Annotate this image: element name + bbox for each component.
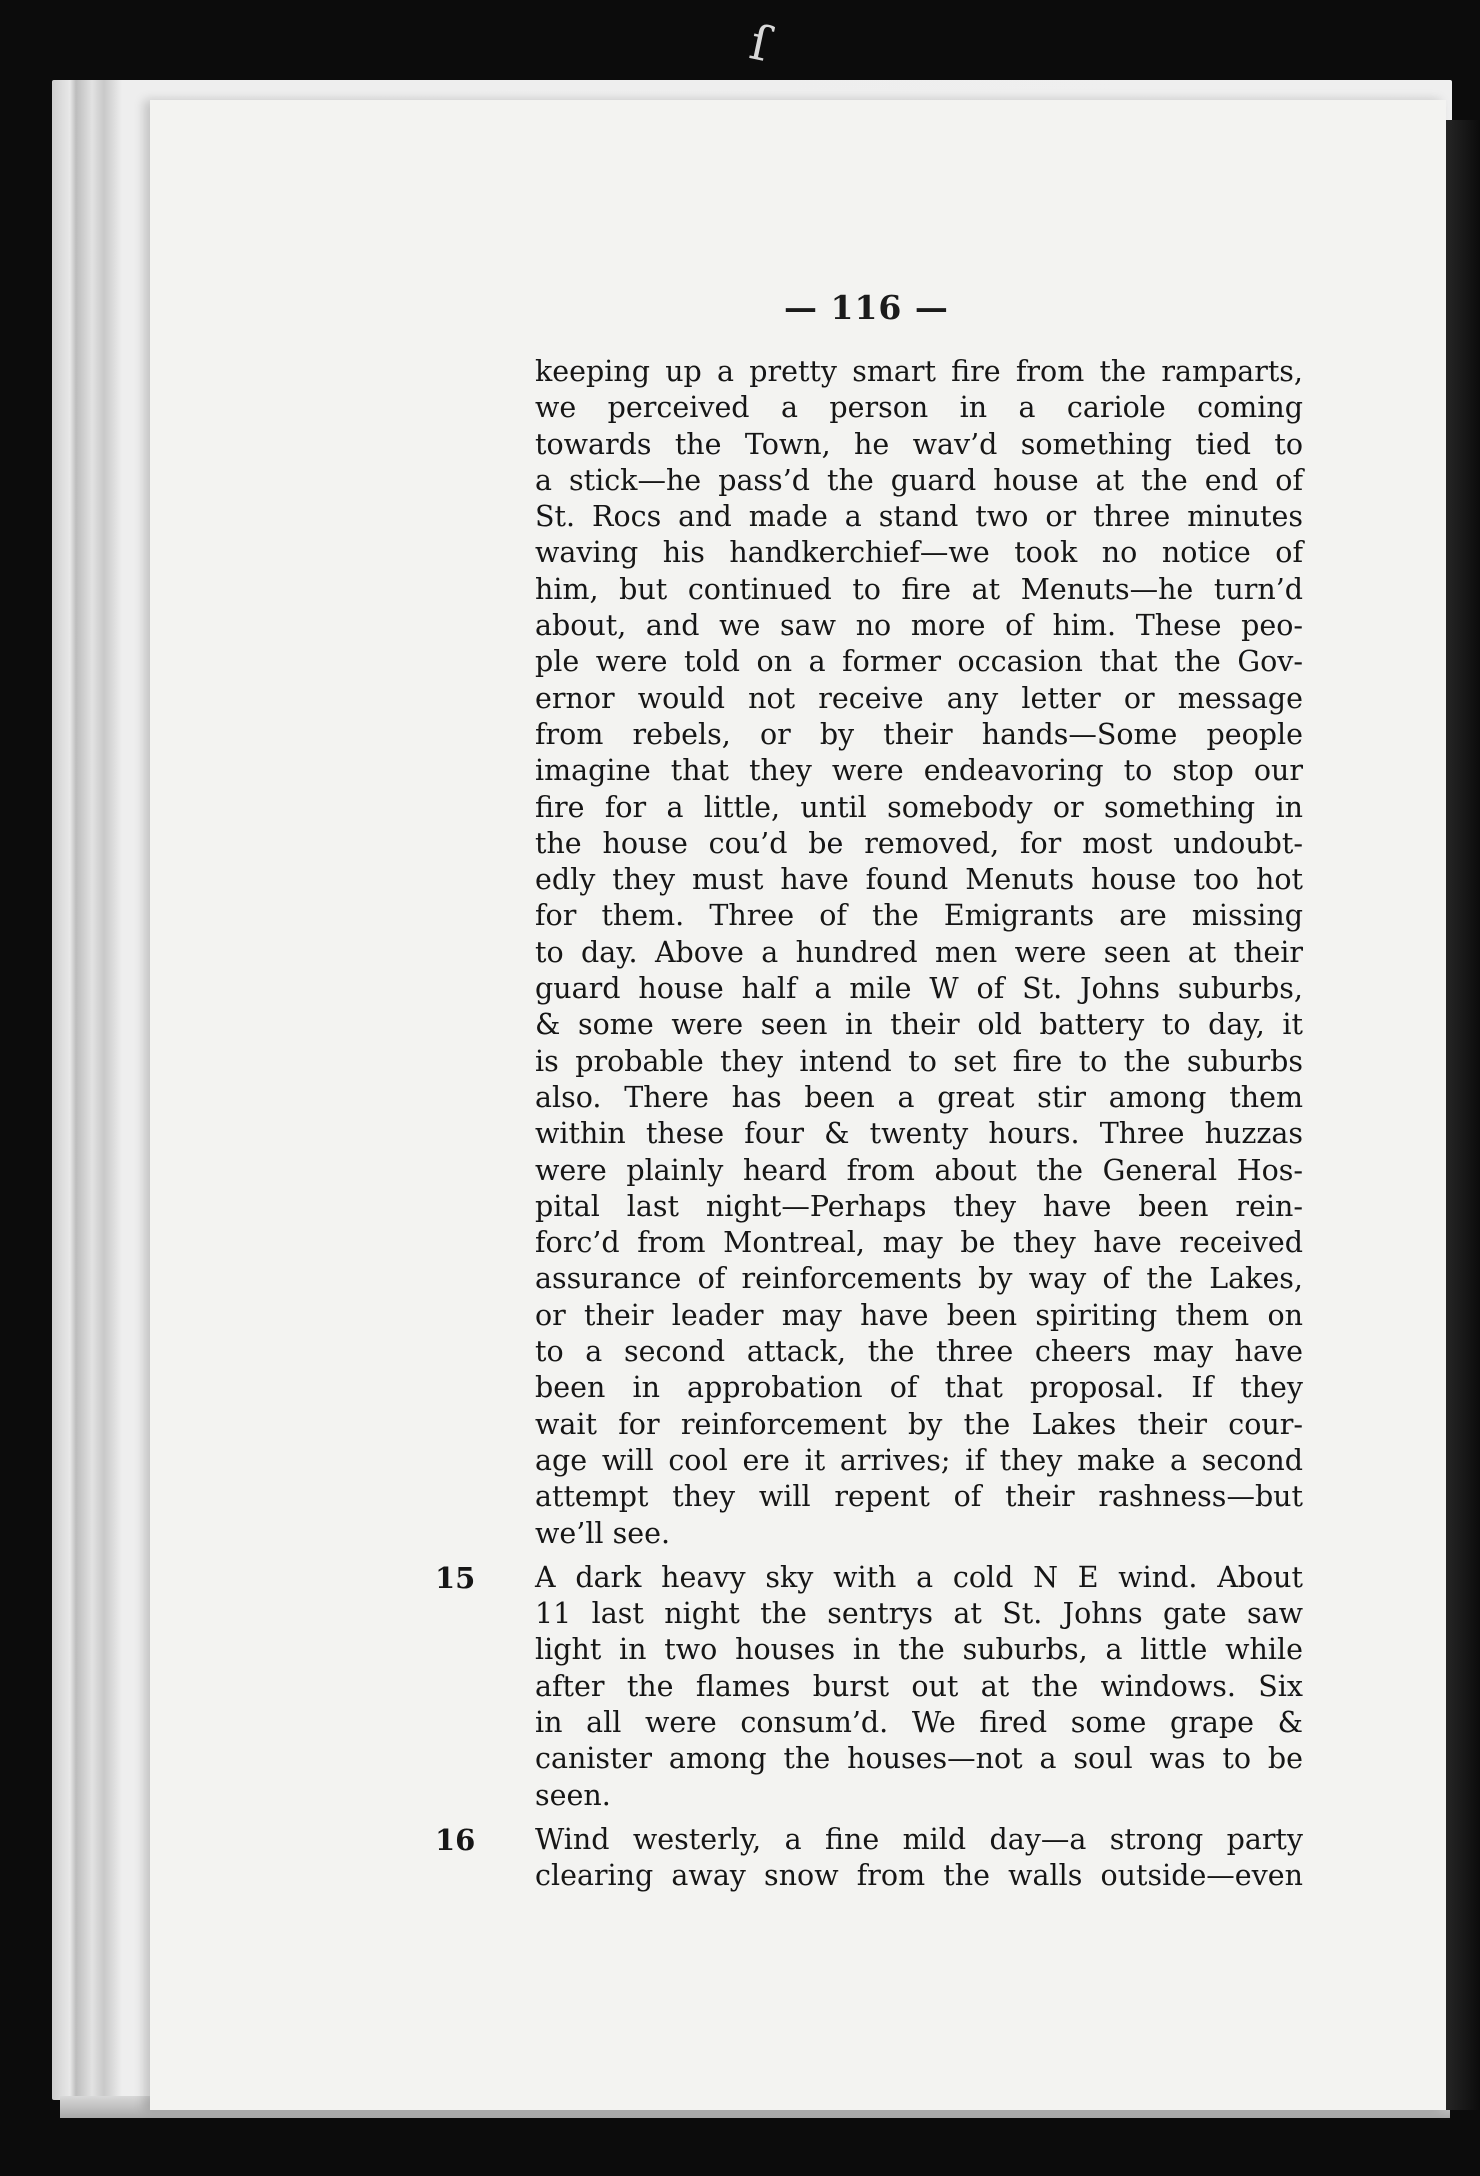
text-line: after the flames burst out at the windows. Six — [535, 1669, 1303, 1703]
text-line: were plainly heard from about the General Hos- — [535, 1153, 1303, 1187]
text-line: ple were told on a former occasion that the Gov- — [535, 645, 1303, 679]
text-line: clearing away snow from the walls outside—even — [535, 1859, 1303, 1893]
entry-date: 15 — [435, 1560, 476, 1595]
text-line: & some were seen in their old battery to day, it — [535, 1008, 1303, 1042]
text-line: or their leader may have been spiriting them on — [535, 1298, 1303, 1332]
text-line: age will cool ere it arrives; if they make a second — [535, 1443, 1303, 1477]
text-line: within these four & twenty hours. Three huzzas — [535, 1117, 1303, 1151]
text-line: forc’d from Montreal, may be they have received — [535, 1226, 1303, 1260]
entry-date: 16 — [435, 1822, 476, 1857]
text-line: Wind westerly, a fine mild day—a strong party — [535, 1822, 1303, 1856]
text-line: imagine that they were endeavoring to stop our — [535, 754, 1303, 788]
continued-paragraph — [535, 354, 1303, 1552]
text-line: fire for a little, until somebody or something in — [535, 790, 1303, 824]
text-line: him, but continued to fire at Menuts—he turn’d — [535, 572, 1303, 606]
scan-mark-icon: ſ — [745, 14, 775, 73]
page-number: — 116 — — [784, 288, 949, 327]
text-line: also. There has been a great stir among them — [535, 1080, 1303, 1114]
text-line: canister among the houses—not a soul was to be — [535, 1742, 1303, 1776]
text-line: to day. Above a hundred men were seen at their — [535, 935, 1303, 969]
text-line: ernor would not receive any letter or message — [535, 681, 1303, 715]
text-line: towards the Town, he wav’d something tied to — [535, 427, 1303, 461]
text-line: to a second attack, the three cheers may have — [535, 1335, 1303, 1369]
body-text — [435, 354, 1303, 1894]
text-line: St. Rocs and made a stand two or three minutes — [535, 500, 1303, 534]
text-line: seen. — [535, 1778, 611, 1812]
text-line: we perceived a person in a cariole coming — [535, 391, 1303, 425]
text-line: in all were consum’d. We fired some grape & — [535, 1705, 1303, 1739]
text-line: the house cou’d be removed, for most undoubt- — [535, 826, 1303, 860]
text-line: wait for reinforcement by the Lakes their cour- — [535, 1407, 1303, 1441]
text-line: 11 last night the sentrys at St. Johns gate saw — [535, 1597, 1303, 1631]
text-line: keeping up a pretty smart fire from the ramparts, — [535, 355, 1303, 388]
text-line: guard house half a mile W of St. Johns suburbs, — [535, 972, 1303, 1006]
text-line: assurance of reinforcements by way of the Lakes, — [535, 1262, 1303, 1296]
text-line: from rebels, or by their hands—Some people — [535, 717, 1303, 751]
text-line: is probable they intend to set fire to the suburbs — [535, 1044, 1303, 1078]
text-line: edly they must have found Menuts house too hot — [535, 863, 1303, 897]
binding-shadow — [1440, 120, 1480, 2110]
text-line: A dark heavy sky with a cold N E wind. About — [535, 1560, 1303, 1594]
diary-entry-15 — [435, 1560, 1303, 1814]
text-line: light in two houses in the suburbs, a little while — [535, 1633, 1303, 1667]
diary-entry-16 — [435, 1822, 1303, 1895]
text-line: we’ll see. — [535, 1516, 671, 1550]
text-line: waving his handkerchief—we took no notice of — [535, 536, 1303, 570]
text-line: attempt they will repent of their rashness—but — [535, 1480, 1303, 1514]
text-line: pital last night—Perhaps they have been rein- — [535, 1189, 1303, 1223]
text-line: been in approbation of that proposal. If they — [535, 1371, 1303, 1405]
text-line: about, and we saw no more of him. These peo- — [535, 609, 1303, 643]
text-line: a stick—he pass’d the guard house at the end of — [535, 463, 1303, 497]
text-line: for them. Three of the Emigrants are missing — [535, 899, 1303, 933]
